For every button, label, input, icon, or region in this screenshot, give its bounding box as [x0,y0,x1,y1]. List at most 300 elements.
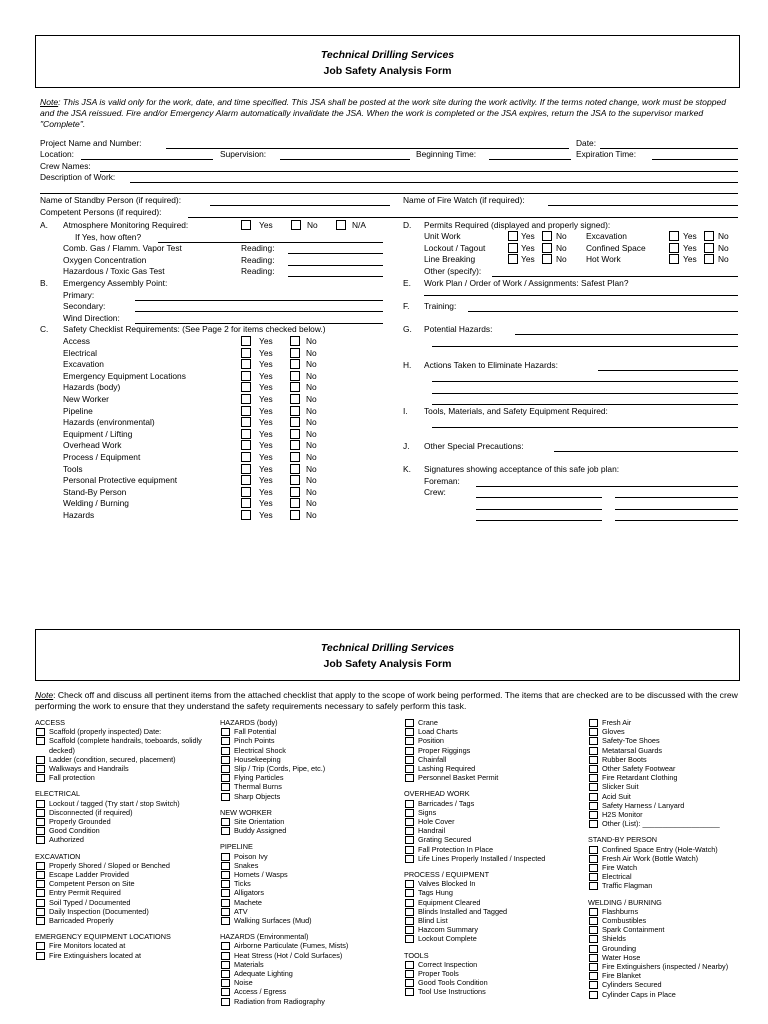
checklist-item[interactable] [588,907,763,916]
checkbox[interactable] [405,970,414,978]
checkbox[interactable] [589,864,598,872]
supervision-field[interactable] [280,159,410,160]
checkbox[interactable] [589,728,598,736]
checklist-item[interactable] [588,872,763,881]
reading-field[interactable] [288,253,383,254]
checkbox[interactable] [221,871,230,879]
actions-field-4[interactable] [432,404,738,405]
atmos-yes-checkbox[interactable] [241,220,251,230]
checklist-no-label: No [306,452,317,462]
checklist-item[interactable] [404,960,579,969]
foreman-signature-field[interactable] [476,486,738,487]
checklist-item[interactable] [404,736,579,745]
permit-yes-checkbox[interactable] [669,254,679,264]
checklist-item[interactable] [35,817,210,826]
checkbox[interactable] [36,889,45,897]
checkbox[interactable] [36,728,45,736]
checkbox[interactable] [589,811,598,819]
checkbox[interactable] [405,880,414,888]
checklist-item[interactable] [220,736,395,745]
checklist-item[interactable] [588,934,763,943]
checkbox[interactable] [589,963,598,971]
checkbox[interactable] [589,882,598,890]
checklist-item-label: Slicker Suit [602,782,639,792]
checklist-item[interactable] [220,826,395,835]
checklist-item[interactable] [404,799,579,808]
checklist-item[interactable] [35,879,210,888]
checklist-item[interactable] [404,978,579,987]
checkbox[interactable] [405,737,414,745]
checklist-item[interactable] [588,845,763,854]
checklist-item[interactable] [220,941,395,950]
checklist-yes-checkbox[interactable] [241,440,251,450]
checkbox[interactable] [36,756,45,764]
permit-yes-label: Yes [683,231,697,241]
checkbox[interactable] [221,827,230,835]
checklist-item[interactable] [220,960,395,969]
checklist-item[interactable] [588,736,763,745]
checklist-item[interactable] [220,898,395,907]
checkbox[interactable] [221,979,230,987]
checkbox[interactable] [405,756,414,764]
hazards-field[interactable] [515,334,738,335]
checklist-item[interactable] [588,819,763,828]
checkbox[interactable] [221,889,230,897]
checklist-item-label: Walkways and Handrails [49,764,129,774]
checkbox[interactable] [36,942,45,950]
checkbox[interactable] [36,737,45,745]
checklist-item[interactable] [404,969,579,978]
checkbox[interactable] [589,972,598,980]
checkbox[interactable] [221,942,230,950]
standby-field[interactable] [210,205,390,206]
checklist-item[interactable] [404,934,579,943]
crew-signature-field[interactable] [615,509,738,510]
crew-signature-field[interactable] [476,520,602,521]
checkbox[interactable] [589,846,598,854]
checklist-item[interactable] [220,852,395,861]
checklist-item[interactable] [588,916,763,925]
checklist-item[interactable] [404,826,579,835]
checklist-item[interactable] [588,944,763,953]
checklist-item[interactable] [35,808,210,817]
permit-label: Hot Work [586,254,621,264]
checkbox[interactable] [589,855,598,863]
checklist-section-heading: OVERHEAD WORK [404,789,470,799]
checkbox[interactable] [589,756,598,764]
checkbox[interactable] [405,988,414,996]
checkbox[interactable] [36,818,45,826]
checklist-item[interactable] [588,801,763,810]
other-specify-field[interactable] [492,276,738,277]
checklist-item[interactable] [588,953,763,962]
checkbox[interactable] [221,747,230,755]
checklist-item[interactable] [588,990,763,999]
checklist-item[interactable] [220,987,395,996]
atmos-na-checkbox[interactable] [336,220,346,230]
checklist-no-checkbox[interactable] [290,406,300,416]
checkbox[interactable] [589,945,598,953]
permit-yes-checkbox[interactable] [508,254,518,264]
crew-signature-field[interactable] [615,497,738,498]
checkbox[interactable] [589,954,598,962]
checklist-item[interactable] [404,898,579,907]
checklist-item[interactable] [404,907,579,916]
checklist-item[interactable] [404,925,579,934]
checkbox[interactable] [589,917,598,925]
checklist-yes-checkbox[interactable] [241,417,251,427]
checklist-item[interactable] [588,746,763,755]
checkbox[interactable] [405,818,414,826]
atmos-no-checkbox[interactable] [291,220,301,230]
crew-signature-field[interactable] [615,520,738,521]
checkbox[interactable] [589,935,598,943]
checklist-yes-checkbox[interactable] [241,336,251,346]
checklist-item[interactable] [404,727,579,736]
checkbox[interactable] [589,783,598,791]
checklist-item[interactable] [220,861,395,870]
work-plan-field[interactable] [424,295,738,296]
checklist-item[interactable] [588,727,763,736]
checklist-yes-checkbox[interactable] [241,464,251,474]
checklist-item[interactable] [588,925,763,934]
checkbox[interactable] [589,737,598,745]
checkbox[interactable] [589,774,598,782]
checkbox[interactable] [405,899,414,907]
permit-no-checkbox[interactable] [704,254,714,264]
checklist-item-label: Scaffold (properly inspected) Date: [49,727,162,737]
checklist-yes-checkbox[interactable] [241,382,251,392]
checkbox[interactable] [405,846,414,854]
checklist-no-checkbox[interactable] [290,348,300,358]
checklist-no-checkbox[interactable] [290,452,300,462]
crew-names-field[interactable] [100,171,738,172]
checklist-item[interactable] [404,773,579,782]
checklist-item[interactable] [404,845,579,854]
checklist-yes-checkbox[interactable] [241,359,251,369]
checklist-item[interactable] [35,888,210,897]
checkbox[interactable] [405,961,414,969]
checklist-yes-label: Yes [259,347,273,358]
checklist-no-checkbox[interactable] [290,487,300,497]
checklist-item[interactable] [220,792,395,801]
checklist-yes-checkbox[interactable] [241,429,251,439]
checkbox[interactable] [221,908,230,916]
checklist-no-checkbox[interactable] [290,464,300,474]
checklist-item[interactable] [35,764,210,773]
checklist-item[interactable] [220,746,395,755]
checklist-item-label: Authorized [49,835,84,845]
checklist-item[interactable] [588,764,763,773]
checklist-item[interactable] [220,755,395,764]
permit-yes-checkbox[interactable] [669,243,679,253]
description-field-2[interactable] [40,193,738,194]
checklist-item[interactable] [588,980,763,989]
checklist-item[interactable] [404,808,579,817]
checklist-no-checkbox[interactable] [290,382,300,392]
crew-signature-field[interactable] [476,497,602,498]
checklist-item[interactable] [35,951,210,960]
checkbox[interactable] [589,981,598,989]
checkbox[interactable] [221,728,230,736]
checkbox[interactable] [589,820,598,828]
checklist-item[interactable] [588,810,763,819]
checklist-item[interactable] [35,941,210,950]
checkbox[interactable] [221,783,230,791]
checkbox[interactable] [36,827,45,835]
checkbox[interactable] [36,880,45,888]
checklist-no-label: No [306,440,317,451]
checklist-no-checkbox[interactable] [290,475,300,485]
checklist-item[interactable] [404,987,579,996]
checklist-item[interactable] [35,799,210,808]
checkbox[interactable] [405,719,414,727]
checklist-item[interactable] [404,879,579,888]
checkbox[interactable] [221,793,230,801]
checkbox[interactable] [405,827,414,835]
checkbox[interactable] [405,935,414,943]
checkbox[interactable] [221,853,230,861]
note-text: : Check off and discuss all pertinent items from the attached checklist that apply to the scope of work being performed. The items that are checked are to be discussed with the crew performing the work to ensure that they understand the safety requirements necessary to safely perform this task. [35,690,738,711]
checklist-yes-checkbox[interactable] [241,510,251,520]
checkbox[interactable] [405,809,414,817]
actions-field-2[interactable] [432,381,738,382]
checklist-item[interactable] [35,835,210,844]
checkbox[interactable] [589,802,598,810]
checkbox[interactable] [589,873,598,881]
checkbox[interactable] [405,836,414,844]
checklist-item[interactable] [220,888,395,897]
checklist-no-checkbox[interactable] [290,371,300,381]
permit-yes-checkbox[interactable] [508,231,518,241]
checklist-no-checkbox[interactable] [290,440,300,450]
checkbox[interactable] [221,970,230,978]
checkbox[interactable] [36,862,45,870]
checklist-item[interactable] [35,916,210,925]
checklist-item[interactable] [220,817,395,826]
checkbox[interactable] [36,871,45,879]
checkbox[interactable] [36,908,45,916]
checklist-item[interactable] [404,835,579,844]
checklist-item[interactable] [220,773,395,782]
checklist-yes-checkbox[interactable] [241,348,251,358]
checkbox[interactable] [221,998,230,1006]
checkbox[interactable] [221,961,230,969]
checklist-item[interactable] [35,736,210,754]
checkbox[interactable] [221,880,230,888]
checklist-yes-checkbox[interactable] [241,394,251,404]
tools-field[interactable] [432,427,738,428]
checklist-item[interactable] [404,916,579,925]
checkbox[interactable] [589,926,598,934]
checklist-no-checkbox[interactable] [290,417,300,427]
checkbox[interactable] [405,800,414,808]
checklist-item[interactable] [220,879,395,888]
actions-field-3[interactable] [432,393,738,394]
checklist-item-label: New Worker [63,394,109,404]
checklist-item[interactable] [588,792,763,801]
checkbox[interactable] [405,908,414,916]
checkbox[interactable] [36,800,45,808]
checkbox[interactable] [405,774,414,782]
checkbox[interactable] [221,862,230,870]
checklist-no-checkbox[interactable] [290,510,300,520]
checklist-item-label: Emergency Equipment Locations [63,370,186,381]
permit-no-checkbox[interactable] [704,243,714,253]
checklist-yes-checkbox[interactable] [241,371,251,381]
checklist-no-checkbox[interactable] [290,336,300,346]
checklist-yes-checkbox[interactable] [241,475,251,485]
checkbox[interactable] [405,889,414,897]
checklist-yes-checkbox[interactable] [241,487,251,497]
description-field[interactable] [130,182,738,183]
checklist-item[interactable] [404,888,579,897]
competent-field[interactable] [188,217,738,218]
checkbox[interactable] [589,793,598,801]
permit-yes-checkbox[interactable] [669,231,679,241]
crew-signature-field[interactable] [476,509,602,510]
checkbox[interactable] [36,765,45,773]
primary-field[interactable] [135,300,383,301]
checkbox[interactable] [221,774,230,782]
checklist-item[interactable] [35,755,210,764]
checkbox[interactable] [36,899,45,907]
checklist-no-checkbox[interactable] [290,359,300,369]
checklist-item[interactable] [404,746,579,755]
checkbox[interactable] [589,719,598,727]
checklist-item[interactable] [220,978,395,987]
checklist-no-checkbox[interactable] [290,394,300,404]
checkbox[interactable] [589,908,598,916]
checklist-item[interactable] [35,907,210,916]
checklist-item[interactable] [588,971,763,980]
checklist-item[interactable] [588,773,763,782]
checkbox[interactable] [405,855,414,863]
permit-no-checkbox[interactable] [704,231,714,241]
checklist-section [588,898,763,999]
checklist-item[interactable] [220,916,395,925]
checklist-item[interactable] [220,727,395,736]
checkbox[interactable] [36,952,45,960]
checkbox[interactable] [36,774,45,782]
form-title: Job Safety Analysis Form [323,658,452,670]
checkbox[interactable] [221,756,230,764]
checklist-item-label: Shields [602,934,626,944]
checklist-item[interactable] [35,727,210,736]
checklist-no-checkbox[interactable] [290,498,300,508]
checklist-item-label: Access [63,336,90,346]
checklist-item[interactable] [588,782,763,791]
checklist-section-heading: TOOLS [404,950,429,960]
checkbox[interactable] [405,926,414,934]
checklist-yes-checkbox[interactable] [241,498,251,508]
checklist-item-label: Fresh Air Work (Bottle Watch) [602,853,699,863]
checklist-item[interactable] [588,854,763,863]
reading-field[interactable] [288,265,383,266]
checkbox[interactable] [221,818,230,826]
actions-field[interactable] [598,370,738,371]
checkbox[interactable] [221,917,230,925]
checklist-item[interactable] [220,951,395,960]
checkbox[interactable] [405,979,414,987]
permit-yes-label: Yes [683,242,697,253]
reading-field[interactable] [288,276,383,277]
checkbox[interactable] [405,728,414,736]
checklist-item[interactable] [588,718,763,727]
checklist-yes-checkbox[interactable] [241,406,251,416]
precautions-field[interactable] [554,451,738,452]
checklist-item[interactable] [588,962,763,971]
checkbox[interactable] [221,737,230,745]
permit-yes-checkbox[interactable] [508,243,518,253]
checklist-item-label: Site Orientation [234,817,285,827]
checklist-item[interactable] [220,997,395,1006]
location-field[interactable] [81,159,213,160]
checkbox[interactable] [36,836,45,844]
checklist-yes-label: Yes [259,359,273,370]
checklist-item[interactable] [35,861,210,870]
checklist-item[interactable] [35,870,210,879]
fire-watch-field[interactable] [548,205,738,206]
checklist-item[interactable] [220,870,395,879]
checklist-item[interactable] [588,755,763,764]
secondary-field[interactable] [135,311,383,312]
expiration-time-field[interactable] [652,159,738,160]
checklist-item[interactable] [404,764,579,773]
beginning-time-field[interactable] [489,159,571,160]
checklist-item[interactable] [220,764,395,773]
date-label: Date: [576,138,597,148]
checklist-item[interactable] [220,969,395,978]
checklist-item[interactable] [588,881,763,890]
checklist-item[interactable] [404,854,579,863]
checklist-item[interactable] [404,817,579,826]
checklist-item[interactable] [35,826,210,835]
checkbox[interactable] [221,988,230,996]
checklist-section-heading: ELECTRICAL [35,789,81,799]
checkbox[interactable] [405,747,414,755]
permit-no-checkbox[interactable] [542,243,552,253]
checklist-yes-checkbox[interactable] [241,452,251,462]
checkbox[interactable] [405,917,414,925]
hazards-field-2[interactable] [432,346,738,347]
checkbox[interactable] [221,765,230,773]
permit-no-checkbox[interactable] [542,254,552,264]
checklist-item[interactable] [220,907,395,916]
checklist-item[interactable] [588,863,763,872]
checklist-item[interactable] [404,755,579,764]
checklist-no-checkbox[interactable] [290,429,300,439]
checklist-item[interactable] [220,782,395,791]
checkbox[interactable] [36,809,45,817]
checklist-item-label: Fire Monitors located at [49,941,126,951]
checklist-item[interactable] [404,718,579,727]
training-field[interactable] [468,311,738,312]
checklist-yes-label: Yes [259,370,273,381]
checkbox[interactable] [221,952,230,960]
checklist-item-label: Hazards [63,510,95,520]
checkbox[interactable] [589,765,598,773]
checklist-item[interactable] [35,773,210,782]
checkbox[interactable] [36,917,45,925]
checkbox[interactable] [405,765,414,773]
checkbox[interactable] [221,899,230,907]
checklist-section-heading: WELDING / BURNING [588,897,662,907]
checkbox[interactable] [589,747,598,755]
checklist-item[interactable] [35,898,210,907]
checkbox[interactable] [589,991,598,999]
permit-no-checkbox[interactable] [542,231,552,241]
